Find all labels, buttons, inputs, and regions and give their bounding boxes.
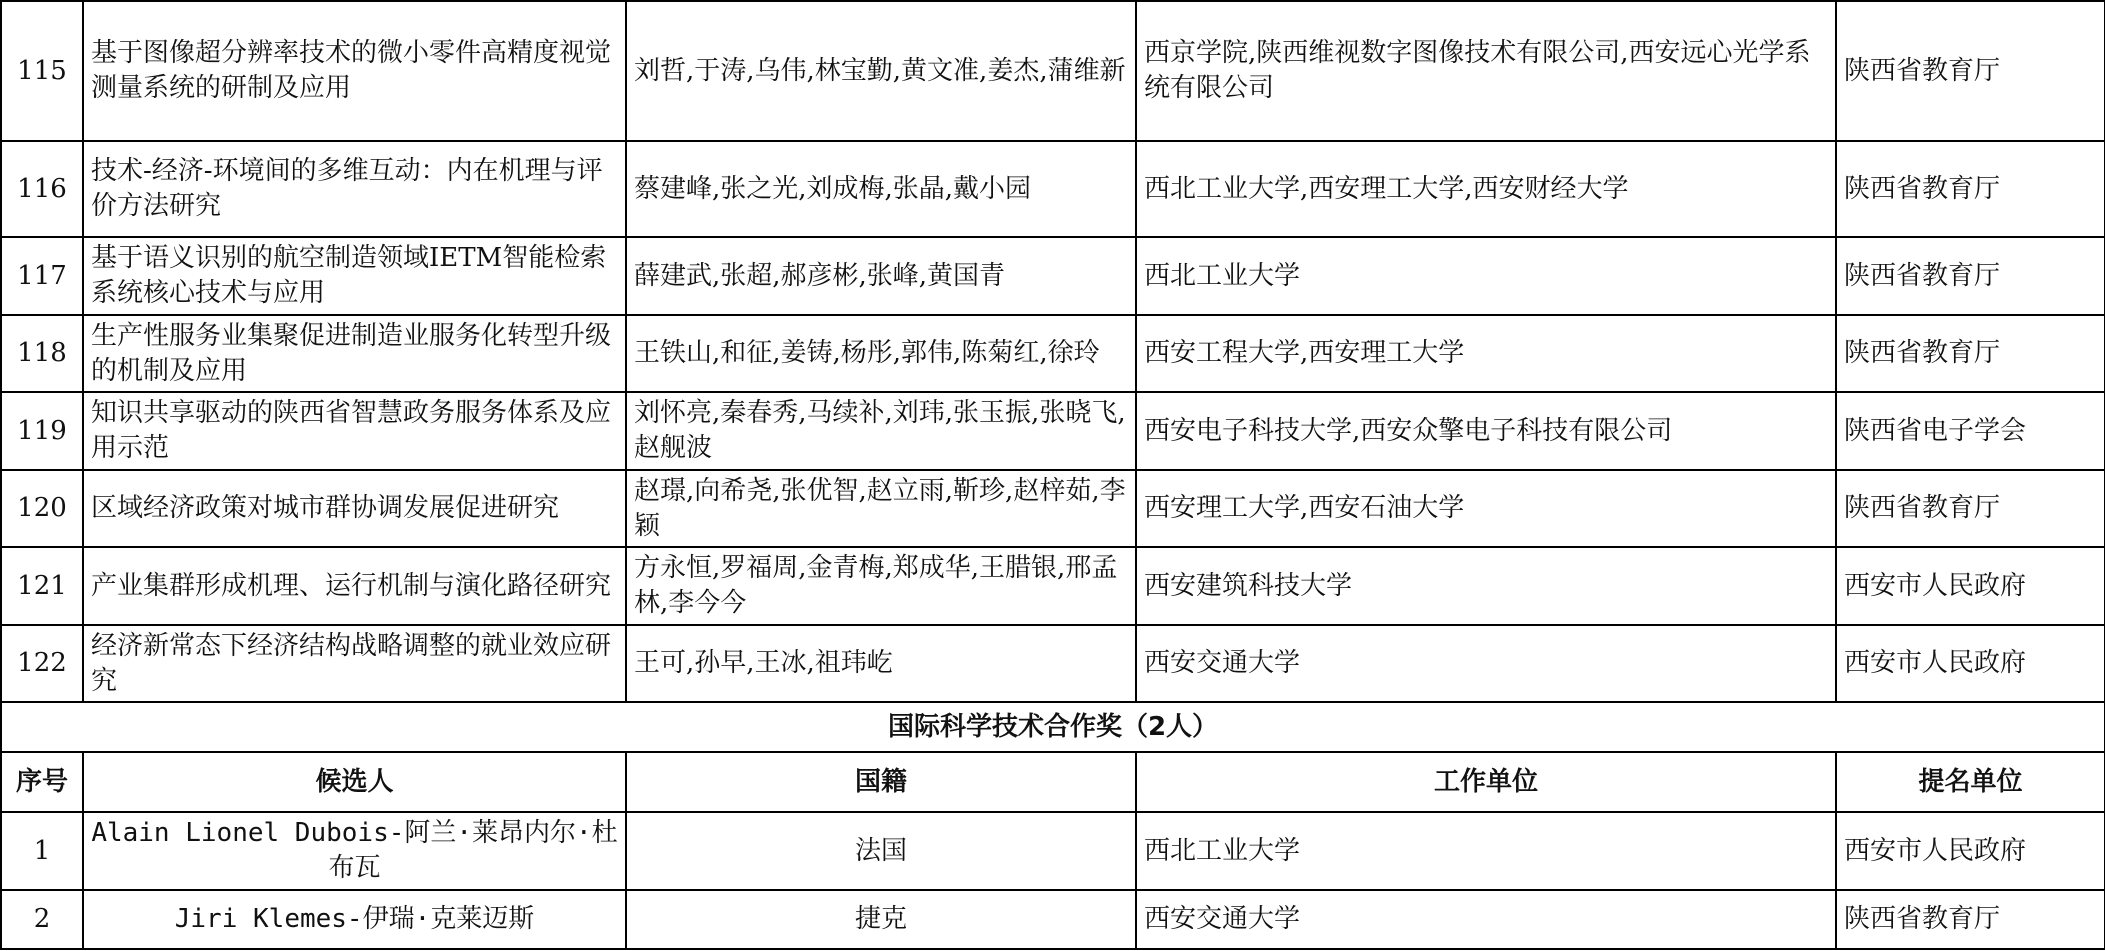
header-workplace: 工作单位: [1136, 752, 1836, 812]
column-header-row: [1, 752, 2105, 812]
project-title: 区域经济政策对城市群协调发展促进研究: [83, 470, 626, 547]
candidate-nationality: 法国: [626, 812, 1136, 890]
header-candidate: 候选人: [83, 752, 626, 812]
nominating-unit: 陕西省电子学会: [1836, 392, 2105, 470]
header-number: 序号: [1, 752, 83, 812]
project-members: 薛建武,张超,郝彦彬,张峰,黄国青: [626, 237, 1136, 315]
project-units: 西安建筑科技大学: [1136, 547, 1836, 625]
section-header-row: [1, 702, 2105, 752]
nominating-unit: 陕西省教育厅: [1836, 237, 2105, 315]
table-row: [1, 812, 2105, 890]
row-number: 119: [1, 392, 83, 470]
project-members: 王可,孙早,王冰,祖玮屹: [626, 625, 1136, 702]
candidate-nationality: 捷克: [626, 890, 1136, 949]
nominating-unit: 陕西省教育厅: [1836, 315, 2105, 392]
project-members: 赵璟,向希尧,张优智,赵立雨,靳珍,赵梓茹,李颖: [626, 470, 1136, 547]
table-row: [1, 392, 2105, 470]
row-number: 120: [1, 470, 83, 547]
candidate-name: Jiri Klemes-伊瑞·克莱迈斯: [83, 890, 626, 949]
table-row: [1, 470, 2105, 547]
project-members: 王铁山,和征,姜铸,杨彤,郭伟,陈菊红,徐玲: [626, 315, 1136, 392]
candidate-workplace: 西安交通大学: [1136, 890, 1836, 949]
row-number: 2: [1, 890, 83, 949]
nominating-unit: 西安市人民政府: [1836, 625, 2105, 702]
project-title: 经济新常态下经济结构战略调整的就业效应研究: [83, 625, 626, 702]
project-units: 西安交通大学: [1136, 625, 1836, 702]
project-title: 基于语义识别的航空制造领域IETM智能检索系统核心技术与应用: [83, 237, 626, 315]
candidate-workplace: 西北工业大学: [1136, 812, 1836, 890]
nominating-unit: 陕西省教育厅: [1836, 470, 2105, 547]
table-row: [1, 890, 2105, 949]
table-row: [1, 141, 2105, 237]
project-units: 西安电子科技大学,西安众擎电子科技有限公司: [1136, 392, 1836, 470]
project-units: 西北工业大学: [1136, 237, 1836, 315]
table-row: [1, 547, 2105, 625]
section-title: 国际科学技术合作奖（2人）: [1, 702, 2105, 752]
project-members: 刘哲,于涛,乌伟,林宝勤,黄文准,姜杰,蒲维新: [626, 1, 1136, 141]
candidate-name: Alain Lionel Dubois-阿兰·莱昂内尔·杜布瓦: [83, 812, 626, 890]
row-number: 121: [1, 547, 83, 625]
header-nominator: 提名单位: [1836, 752, 2105, 812]
project-members: 蔡建峰,张之光,刘成梅,张晶,戴小园: [626, 141, 1136, 237]
project-title: 生产性服务业集聚促进制造业服务化转型升级的机制及应用: [83, 315, 626, 392]
table-row: [1, 315, 2105, 392]
nominating-unit: 西安市人民政府: [1836, 812, 2105, 890]
project-units: 西安工程大学,西安理工大学: [1136, 315, 1836, 392]
project-members: 刘怀亮,秦春秀,马续补,刘玮,张玉振,张晓飞,赵舰波: [626, 392, 1136, 470]
project-title: 知识共享驱动的陕西省智慧政务服务体系及应用示范: [83, 392, 626, 470]
row-number: 122: [1, 625, 83, 702]
project-members: 方永恒,罗福周,金青梅,郑成华,王腊银,邢孟林,李今今: [626, 547, 1136, 625]
nominating-unit: 陕西省教育厅: [1836, 890, 2105, 949]
row-number: 118: [1, 315, 83, 392]
project-title: 产业集群形成机理、运行机制与演化路径研究: [83, 547, 626, 625]
table-row: [1, 1, 2105, 141]
header-nationality: 国籍: [626, 752, 1136, 812]
row-number: 117: [1, 237, 83, 315]
project-units: 西北工业大学,西安理工大学,西安财经大学: [1136, 141, 1836, 237]
project-units: 西京学院,陕西维视数字图像技术有限公司,西安远心光学系统有限公司: [1136, 1, 1836, 141]
nominating-unit: 陕西省教育厅: [1836, 1, 2105, 141]
project-title: 基于图像超分辨率技术的微小零件高精度视觉测量系统的研制及应用: [83, 1, 626, 141]
row-number: 1: [1, 812, 83, 890]
project-title: 技术-经济-环境间的多维互动：内在机理与评价方法研究: [83, 141, 626, 237]
table-row: [1, 625, 2105, 702]
row-number: 115: [1, 1, 83, 141]
row-number: 116: [1, 141, 83, 237]
table-row: [1, 237, 2105, 315]
nominating-unit: 陕西省教育厅: [1836, 141, 2105, 237]
project-units: 西安理工大学,西安石油大学: [1136, 470, 1836, 547]
nominating-unit: 西安市人民政府: [1836, 547, 2105, 625]
